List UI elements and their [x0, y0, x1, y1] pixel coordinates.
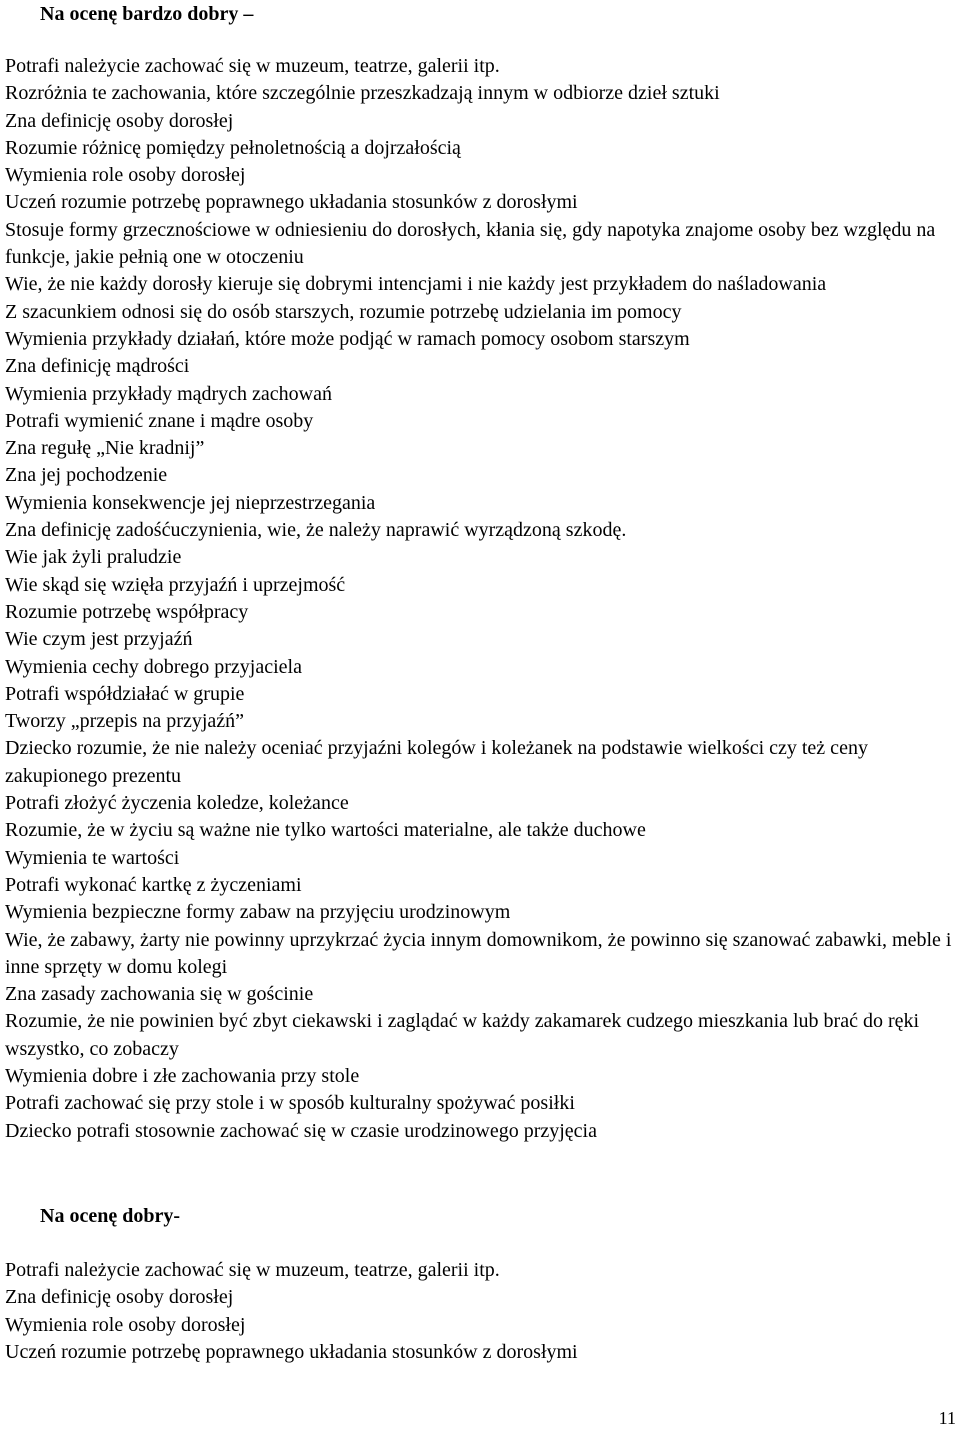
list-item: Zna regułę „Nie kradnij” — [5, 437, 205, 460]
list-item: Wymienia przykłady mądrych zachowań — [5, 382, 332, 405]
list-item: Potrafi zachować się przy stole i w sposób kulturalny spożywać posiłki — [5, 1092, 575, 1115]
list-item: Wymienia bezpieczne formy zabaw na przyjęciu urodzinowym — [5, 901, 511, 924]
list-item: Rozumie różnicę pomiędzy pełnoletnością a dojrzałością — [5, 136, 461, 159]
list-item: Rozróżnia te zachowania, które szczególnie przeszkadzają innym w odbiorze dzieł sztuki — [5, 82, 720, 105]
list-item: Wymienia te wartości — [5, 846, 180, 869]
list-item: Zna definicję zadośćuczynienia, wie, że należy naprawić wyrządzoną szkodę. — [5, 519, 627, 542]
list-item: Dziecko rozumie, że nie należy oceniać przyjaźni kolegów i koleżanek na podstawie wielkości czy też ceny zakupionego prezentu — [5, 737, 868, 787]
list-item: Wymienia dobre i złe zachowania przy stole — [5, 1064, 360, 1087]
list-item: Zna definicję osoby dorosłej — [5, 109, 234, 132]
list-item: Wymienia cechy dobrego przyjaciela — [5, 655, 302, 678]
list-item: Potrafi należycie zachować się w muzeum, teatrze, galerii itp. — [5, 55, 500, 77]
list-item: Rozumie, że nie powinien być zbyt ciekawski i zaglądać w każdy zakamarek cudzego mieszkania lub brać do ręki wszystko, co zobaczy — [5, 1010, 920, 1060]
list-item: Wymienia role osoby dorosłej — [5, 1313, 246, 1336]
list-item: Wie czym jest przyjaźń — [5, 628, 193, 651]
list-item: Uczeń rozumie potrzebę poprawnego układania stosunków z dorosłymi — [5, 191, 578, 214]
requirements-list-bardzo-dobry — [5, 53, 957, 1145]
list-item: Wymienia przykłady działań, które może podjąć w ramach pomocy osobom starszym — [5, 327, 690, 350]
list-item: Zna jej pochodzenie — [5, 464, 168, 487]
list-item: Zna definicję osoby dorosłej — [5, 1286, 234, 1309]
requirements-list-dobry — [5, 1257, 957, 1366]
list-item: Wie skąd się wzięła przyjaźń i uprzejmość — [5, 573, 346, 596]
list-item: Rozumie potrzebę współpracy — [5, 600, 249, 623]
list-item: Zna zasady zachowania się w gościnie — [5, 983, 314, 1006]
list-item: Rozumie, że w życiu są ważne nie tylko wartości materialne, ale także duchowe — [5, 819, 646, 842]
list-item: Zna definicję mądrości — [5, 355, 190, 378]
list-item: Wymienia konsekwencje jej nieprzestrzegania — [5, 491, 376, 514]
section-heading-bardzo-dobry: Na ocenę bardzo dobry – — [40, 3, 254, 25]
list-item: Wie jak żyli praludzie — [5, 546, 182, 569]
list-item: Stosuje formy grzecznościowe w odniesieniu do dorosłych, kłania się, gdy napotyka znajome osoby bez względu na funkcje, jakie pełnią one w otoczeniu — [5, 218, 936, 269]
list-item: Dziecko potrafi stosownie zachować się w czasie urodzinowego przyjęcia — [5, 1119, 597, 1142]
list-item: Wymienia role osoby dorosłej — [5, 164, 246, 187]
section-heading-dobry: Na ocenę dobry- — [40, 1205, 180, 1227]
list-item: Potrafi należycie zachować się w muzeum, teatrze, galerii itp. — [5, 1259, 500, 1281]
page-number: 11 — [938, 1408, 956, 1428]
list-item: Uczeń rozumie potrzebę poprawnego układania stosunków z dorosłymi — [5, 1340, 578, 1363]
list-item: Wie, że zabawy, żarty nie powinny uprzykrzać życia innym domownikom, że powinno się szanować zabawki, meble i inne sprzęty w domu kolegi — [5, 928, 952, 978]
list-item: Wie, że nie każdy dorosły kieruje się dobrymi intencjami i nie każdy jest przykładem do naśladowania — [5, 273, 827, 296]
list-item: Z szacunkiem odnosi się do osób starszych, rozumie potrzebę udzielania im pomocy — [5, 300, 682, 323]
list-item: Potrafi współdziałać w grupie — [5, 682, 245, 705]
list-item: Tworzy „przepis na przyjaźń” — [5, 710, 245, 733]
list-item: Potrafi wymienić znane i mądre osoby — [5, 409, 314, 432]
list-item: Potrafi złożyć życzenia koledze, koleżance — [5, 792, 349, 815]
list-item: Potrafi wykonać kartkę z życzeniami — [5, 873, 302, 896]
